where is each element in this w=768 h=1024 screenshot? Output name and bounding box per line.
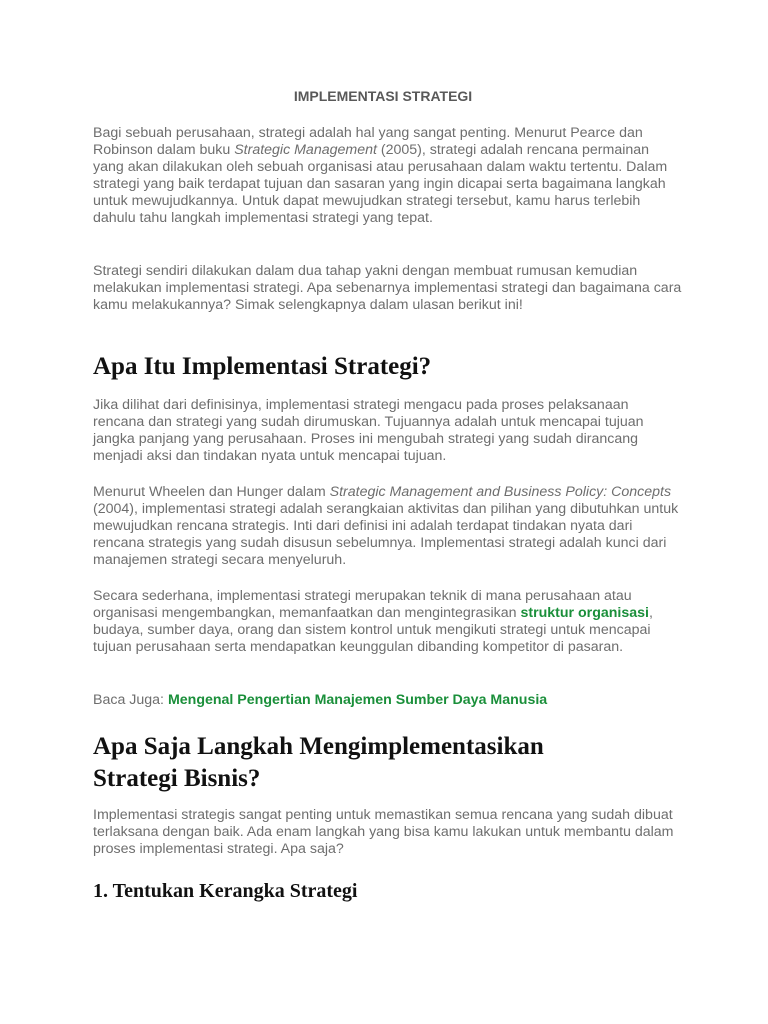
intro-p1-text-b: (2005), strategi adalah rencana permainan yang akan dilakukan oleh sebuah organisasi atau perusahaan dalam waktu tertentu. Dalam strategi yang baik terdapat tujuan dan sasaran yang ingin dicapai serta bagaimana langkah untuk mewujudkannya. Untuk dapat mewujudkan strategi tersebut, kamu harus terlebih dahulu tahu langkah implementasi strategi yang tepat. xyxy=(93,142,668,226)
section2-paragraph-1: Implementasi strategis sangat penting untuk memastikan semua rencana yang sudah dibuat terlaksana dengan baik. Ada enam langkah yang bisa kamu lakukan untuk membantu dalam proses implementasi strategi. Apa saja? xyxy=(93,807,674,857)
section1-paragraph-2 xyxy=(93,484,683,569)
section-heading-langkah: Apa Saja Langkah Mengimplementasikan Strategi Bisnis? xyxy=(93,733,544,792)
document-title: IMPLEMENTASI STRATEGI xyxy=(293,88,473,104)
section1-p2-book-title: Strategic Management and Business Policy: Concepts xyxy=(329,484,672,500)
subheading-tentukan-kerangka: 1. Tentukan Kerangka Strategi xyxy=(93,880,358,902)
struktur-organisasi-link[interactable]: struktur organisasi xyxy=(520,605,649,621)
read-also-line xyxy=(93,692,683,709)
section1-paragraph-1: Jika dilihat dari definisinya, implementasi strategi mengacu pada proses pelaksanaan rencana dan strategi yang sudah dirumuskan. Tujuannya adalah untuk mencapai tujuan jangka panjang yang perusahaan. Proses ini mengubah strategi yang sudah dirancang menjadi aksi dan tindakan nyata untuk mencapai tujuan. xyxy=(93,397,644,464)
section1-p3-text-b: , budaya, sumber daya, orang dan sistem kontrol untuk mengikuti strategi untuk mencapai tujuan perusahaan serta mendapatkan keunggulan dibanding kompetitor di pasaran. xyxy=(93,605,653,655)
intro-p1-text-a: Bagi sebuah perusahaan, strategi adalah hal yang sangat penting. Menurut Pearce dan Robinson dalam buku xyxy=(93,125,643,158)
section1-paragraph-3 xyxy=(93,588,683,656)
intro-p1-book-title: Strategic Management xyxy=(234,142,377,158)
section1-p2-text-a: Menurut Wheelen dan Hunger dalam xyxy=(93,484,330,500)
read-also-link[interactable]: Mengenal Pengertian Manajemen Sumber Daya Manusia xyxy=(167,692,548,708)
section1-p2-text-b: (2004), implementasi strategi adalah serangkaian aktivitas dan pilihan yang dibutuhkan untuk mewujudkan rencana strategis. Inti dari definisi ini adalah terdapat tindakan nyata dari rencana strategis yang sudah disusun sebelumnya. Implementasi strategi adalah kunci dari manajemen strategi secara menyeluruh. xyxy=(93,501,679,568)
read-also-label: Baca Juga: xyxy=(93,692,168,708)
section1-p3-text-a: Secara sederhana, implementasi strategi merupakan teknik di mana perusahaan atau organisasi mengembangkan, memanfaatkan dan mengintegrasikan xyxy=(93,588,632,621)
section-heading-apa-itu: Apa Itu Implementasi Strategi? xyxy=(93,353,432,380)
intro-paragraph-2: Strategi sendiri dilakukan dalam dua tahap yakni dengan membuat rumusan kemudian melakukan implementasi strategi. Apa sebenarnya implementasi strategi dan bagaimana cara kamu melakukannya? Simak selengkapnya dalam ulasan berikut ini! xyxy=(93,263,682,313)
intro-paragraph-1 xyxy=(93,125,683,227)
